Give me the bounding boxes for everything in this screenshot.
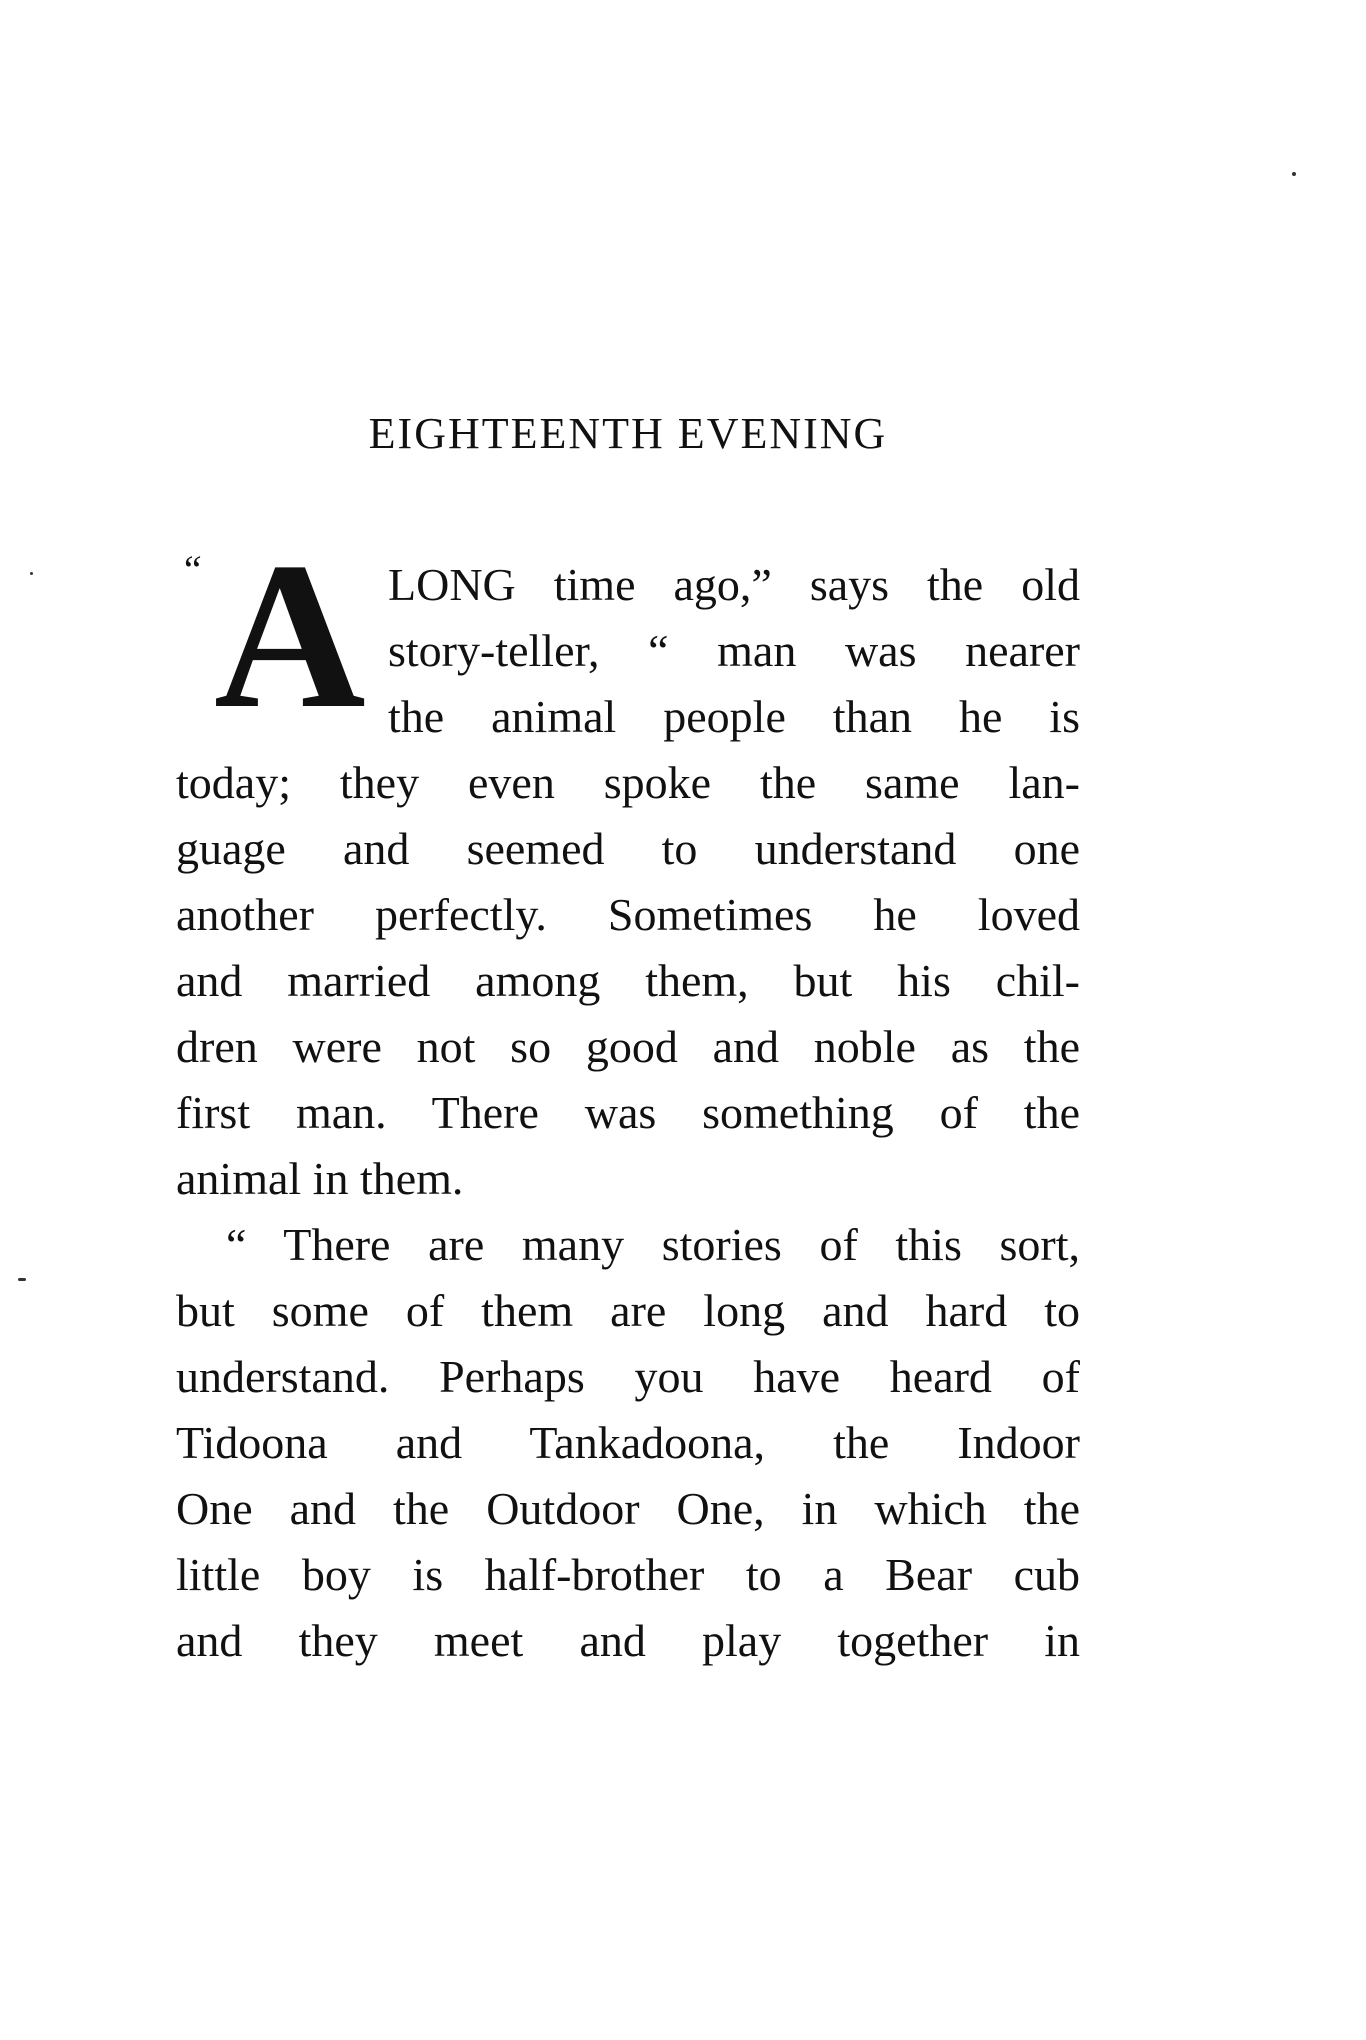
text-line: story-teller, “ man was nearer xyxy=(388,625,1080,676)
text-line: little boy is half-brother to a Bear cub xyxy=(176,1549,1080,1600)
text-line: and married among them, but his chil- xyxy=(176,955,1080,1006)
text-line: understand. Perhaps you have heard of xyxy=(176,1351,1080,1402)
text-line: dren were not so good and noble as the xyxy=(176,1021,1080,1072)
text-line: another perfectly. Sometimes he loved xyxy=(176,889,1080,940)
opening-quote: “ xyxy=(180,547,203,592)
text-line: One and the Outdoor One, in which the xyxy=(176,1483,1080,1534)
text-line: guage and seemed to understand one xyxy=(176,823,1080,874)
page-speck xyxy=(1292,172,1296,176)
text-line: “ There are many stories of this sort, xyxy=(226,1219,1080,1270)
text-line: Tidoona and Tankadoona, the Indoor xyxy=(176,1417,1080,1468)
text-line: LONG time ago,” says the old xyxy=(388,559,1080,610)
page-speck xyxy=(18,1278,26,1281)
text-line: today; they even spoke the same lan- xyxy=(176,757,1080,808)
drop-cap-letter: A xyxy=(214,520,366,752)
text-line: first man. There was something of the xyxy=(176,1087,1080,1138)
page-speck xyxy=(30,572,33,575)
text-line: but some of them are long and hard to xyxy=(176,1285,1080,1336)
text-line: animal in them. xyxy=(176,1153,464,1204)
text-line: and they meet and play together in xyxy=(176,1615,1080,1666)
chapter-heading: EIGHTEENTH EVENING xyxy=(368,409,888,458)
text-line: the animal people than he is xyxy=(388,691,1080,742)
